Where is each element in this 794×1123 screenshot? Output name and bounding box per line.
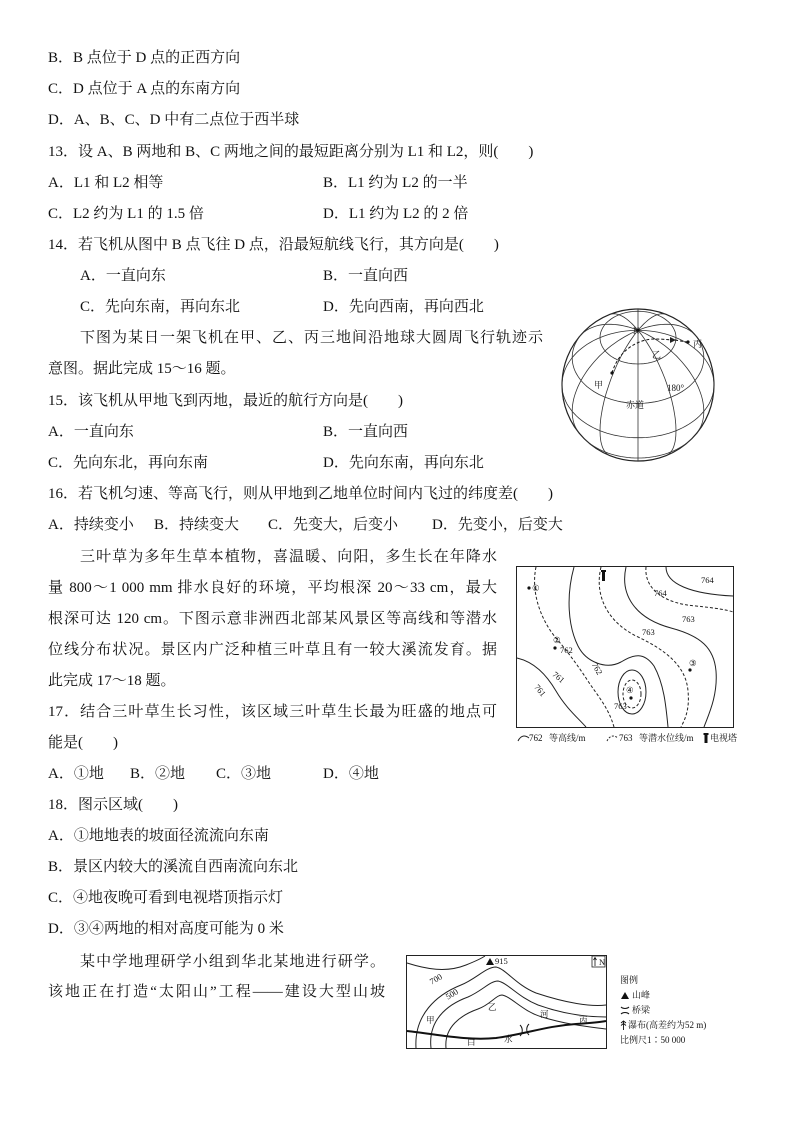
site-2-dot — [553, 646, 556, 649]
peak-triangle-icon — [486, 958, 494, 965]
peak-triangle-icon — [621, 992, 629, 999]
q18-stem: 18．图示区域( ) — [48, 797, 178, 813]
passage-17-18-line: 位线分布状况。景区内广泛种植三叶草且有一较大溪流发育。据 — [48, 642, 497, 658]
globe-meridian-label: 180° — [667, 383, 685, 393]
terrain-jia-label: 甲 — [426, 1015, 435, 1025]
site-4-label: ④ — [626, 685, 634, 695]
water-table-label: 762 — [560, 645, 573, 655]
contour-line-761 — [517, 658, 586, 727]
q18-option-c: C．④地夜晚可看到电视塔顶指示灯 — [48, 890, 284, 906]
terrain-legend-waterfall: 瀑布(高差约为52 m) — [628, 1020, 707, 1030]
globe-jia-label: 甲 — [594, 380, 604, 390]
water-table-label: 761 — [550, 669, 567, 686]
site-3-label: ③ — [689, 658, 697, 668]
passage-17-18-line: 三叶草为多年生草本植物，喜温暖、向阳，多生长在年降水 — [80, 549, 497, 565]
q12-option-d: D．A、B、C、D 中有二点位于西半球 — [48, 112, 300, 128]
site-1-dot — [527, 586, 530, 589]
passage-17-18-line: 量 800～1 000 mm 排水良好的环境，平均根深 20～33 cm，最大 — [48, 580, 497, 596]
legend-contour-symbol — [518, 734, 529, 742]
globe-yi-label: 乙 — [652, 350, 662, 360]
q17-option-c: C．③地 — [216, 766, 272, 782]
bridge-icon — [620, 1006, 630, 1015]
terrain-bing-label: 丙 — [579, 1015, 588, 1025]
point-jia — [610, 371, 613, 374]
point-bing — [686, 340, 689, 343]
q13-option-d: D．L1 约为 L2 的 2 倍 — [323, 206, 469, 222]
legend-water-table-value: 763 — [619, 733, 633, 743]
q14-option-a: A．一直向东 — [80, 268, 166, 284]
q16-stem: 16．若飞机匀速、等高飞行，则从甲地到乙地单位时间内飞过的纬度差( ) — [48, 486, 553, 502]
globe-bing-label: 丙 — [693, 339, 703, 349]
contour-line-763 — [625, 567, 717, 727]
q17-stem: 能是( ) — [48, 735, 118, 751]
passage-next-line: 某中学地理研学小组到华北某地进行研学。 — [80, 954, 385, 970]
q17-option-d: D．④地 — [323, 766, 379, 782]
q16-option-a: A．持续变小 — [48, 517, 134, 533]
q14-option-b: B．一直向西 — [323, 268, 409, 284]
q12-option-c: C．D 点位于 A 点的东南方向 — [48, 81, 241, 97]
contour-label: 764 — [701, 575, 714, 585]
passage-15-16-line: 下图为某日一架飞机在甲、乙、丙三地间沿地球大圆周飞行轨迹示 — [80, 330, 543, 346]
contour-500-label: 500 — [443, 986, 460, 1002]
q17-option-a: A．①地 — [48, 766, 104, 782]
tv-tower-icon — [601, 570, 606, 581]
q13-option-a: A．L1 和 L2 相等 — [48, 175, 164, 191]
peak-elevation-label: 915 — [495, 956, 508, 966]
water-table-label: 764 — [654, 588, 667, 598]
contour-label: 763 — [614, 701, 627, 711]
legend-water-table-text: 等潜水位线/m — [639, 733, 694, 743]
q16-option-c: C．先变大，后变小 — [268, 517, 399, 533]
contour-label: 761 — [532, 682, 549, 699]
site-1-label: ① — [532, 583, 540, 593]
legend-water-table-symbol — [607, 734, 618, 742]
contour-label: 763 — [682, 614, 695, 624]
terrain-legend-bridge: 桥梁 — [632, 1005, 651, 1015]
contour-label: 762 — [589, 660, 605, 677]
q12-option-b: B．B 点位于 D 点的正西方向 — [48, 50, 241, 66]
q18-option-a: A．①地地表的坡面径流流向东南 — [48, 828, 269, 844]
q14-option-c: C．先向东南，再向东北 — [80, 299, 241, 315]
q14-stem: 14．若飞机从图中 B 点飞往 D 点，沿最短航线飞行，其方向是( ) — [48, 237, 499, 253]
contour-700-label: 700 — [427, 971, 444, 987]
q15-option-a: A．一直向东 — [48, 424, 134, 440]
river-shui-label: 水 — [504, 1034, 513, 1044]
terrain-yi-label: 乙 — [488, 1002, 497, 1012]
q17-option-b: B．②地 — [130, 766, 186, 782]
globe-meridian — [638, 314, 666, 331]
legend-contour-value: 762 — [529, 733, 543, 743]
q15-option-d: D．先向东南，再向东北 — [323, 455, 484, 471]
q15-stem: 15．该飞机从甲地飞到丙地，最近的航行方向是( ) — [48, 393, 403, 409]
terrain-legend-peak: 山峰 — [632, 990, 651, 1000]
q13-option-b: B．L1 约为 L2 的一半 — [323, 175, 468, 191]
site-4-dot — [629, 696, 632, 699]
terrain-map-figure — [406, 955, 607, 1049]
passage-17-18-line: 此完成 17～18 题。 — [48, 673, 176, 689]
passage-next-line: 该地正在打造“太阳山”工程——建设大型山坡 — [48, 984, 385, 1000]
terrain-legend-scale: 比例尺1∶50 000 — [620, 1035, 686, 1045]
q18-option-d: D．③④两地的相对高度可能为 0 米 — [48, 921, 284, 937]
globe-equator-label: 赤道 — [626, 400, 645, 410]
legend-tv-tower-text: 电视塔 — [710, 733, 738, 743]
contour-map-figure — [516, 566, 734, 728]
q13-stem: 13．设 A、B 两地和 B、C 两地之间的最短距离分别为 L1 和 L2，则( ) — [48, 144, 534, 160]
terrain-legend-title: 图例 — [620, 975, 639, 985]
water-table-label: 763 — [642, 627, 655, 637]
terrain-north-label: N — [599, 957, 606, 967]
q15-option-b: B．一直向西 — [323, 424, 409, 440]
river-he-label: 河 — [540, 1009, 549, 1019]
contour-line-764 — [666, 567, 733, 596]
tv-tower-icon — [703, 733, 709, 743]
site-3-dot — [688, 668, 691, 671]
bridge-icon — [520, 1024, 529, 1036]
q16-option-b: B．持续变大 — [154, 517, 240, 533]
waterfall-icon — [620, 1020, 627, 1031]
river-bai-label: 白 — [467, 1037, 476, 1047]
water-table-line-762 — [535, 567, 614, 727]
legend-contour-text: 等高线/m — [549, 733, 586, 743]
q13-option-c: C．L2 约为 L1 的 1.5 倍 — [48, 206, 204, 222]
site-2-label: ② — [553, 635, 561, 645]
globe-north-label: N — [633, 326, 640, 336]
passage-15-16-line: 意图。据此完成 15～16 题。 — [48, 361, 236, 377]
q16-option-d: D．先变小，后变大 — [432, 517, 563, 533]
q18-option-b: B．景区内较大的溪流自西南流向东北 — [48, 859, 299, 875]
q15-option-c: C．先向东北，再向东南 — [48, 455, 209, 471]
q17-stem: 17．结合三叶草生长习性，该区域三叶草生长最为旺盛的地点可 — [48, 704, 497, 720]
passage-17-18-line: 根深可达 120 cm。下图示意非洲西北部某风景区等高线和等潜水 — [48, 611, 497, 627]
terrain-contour-line — [407, 956, 485, 969]
q14-option-d: D．先向西南，再向西北 — [323, 299, 484, 315]
